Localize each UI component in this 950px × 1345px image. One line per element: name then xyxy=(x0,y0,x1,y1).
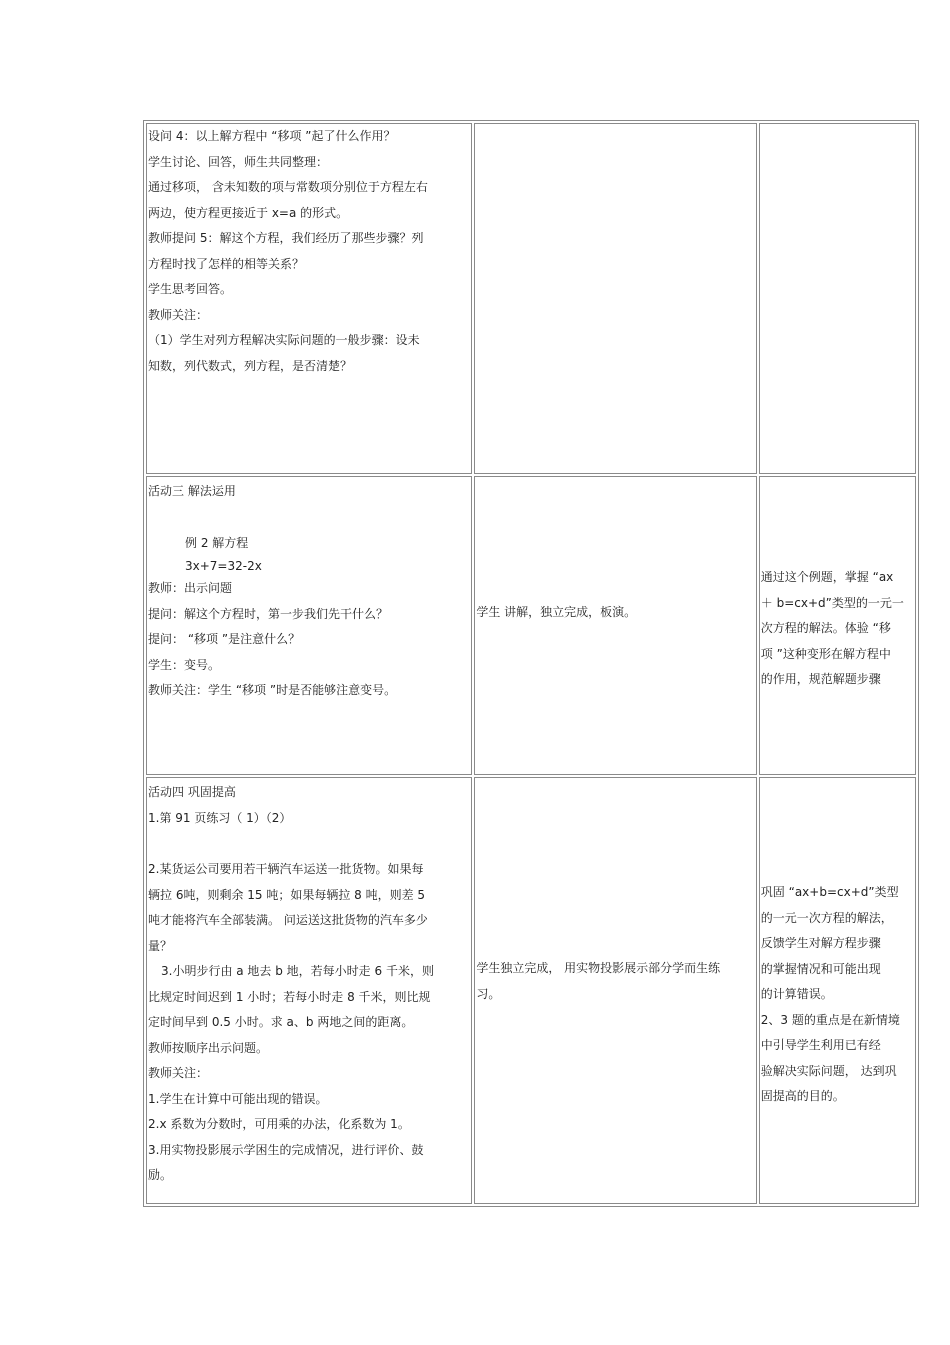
text-line: 2、3 题的重点是在新情境 xyxy=(760,1012,900,1027)
table-cell-process xyxy=(146,123,472,474)
text-line: 通过这个例题，掌握 “ax xyxy=(760,570,894,584)
text-line: 励。 xyxy=(148,1168,173,1182)
text-line: 比规定时间迟到 1 小时；若每小时走 8 千米，则比规 xyxy=(148,989,431,1004)
table-cell-process xyxy=(146,476,472,775)
text-line: 2.某货运公司要用若干辆汽车运送一批货物。如果每 xyxy=(148,862,424,876)
text-line: 教师按顺序出示问题。 xyxy=(148,1040,269,1055)
text-line: 中引导学生利用已有经 xyxy=(760,1038,881,1052)
text-line: 验解决实际问题， 达到巩 xyxy=(760,1063,897,1078)
text-line: 学生：变号。 xyxy=(148,657,221,672)
text-line: 2.x 系数为分数时，可用乘的办法，化系数为 1。 xyxy=(148,1117,410,1131)
table-cell-student-activity xyxy=(474,476,756,775)
text-line: 吨才能将汽车全部装满。 问运送这批货物的汽车多少 xyxy=(148,913,428,927)
table-cell-student-activity xyxy=(474,777,756,1204)
text-line: 提问： “移项 ”是注意什么？ xyxy=(148,632,301,646)
text-line: 教师提问 5：解这个方程，我们经历了那些步骤？列 xyxy=(148,231,424,245)
text-line: 辆拉 6吨，则剩余 15 吨；如果每辆拉 8 吨，则差 5 xyxy=(148,887,426,902)
text-line: 的掌握情况和可能出现 xyxy=(760,961,881,976)
text-line: 学生 讲解，独立完成，板演。 xyxy=(476,605,637,619)
lesson-plan-table xyxy=(143,120,919,1207)
activity-title: 活动三 解法运用 xyxy=(148,484,236,498)
text-line: 知数，列代数式，列方程，是否清楚？ xyxy=(148,358,353,373)
text-line: 巩固 “ax+b=cx+d”类型 xyxy=(760,885,899,899)
text-line: 3.用实物投影展示学困生的完成情况，进行评价、鼓 xyxy=(148,1142,424,1157)
text-line: ＋ b=cx+d”类型的一元一 xyxy=(760,595,904,610)
text-line: 反馈学生对解方程步骤 xyxy=(760,936,881,950)
text-line: 1.学生在计算中可能出现的错误。 xyxy=(148,1091,328,1106)
text-line: 通过移项， 含未知数的项与常数项分别位于方程左右 xyxy=(148,180,428,194)
text-line: （1）学生对列方程解决实际问题的一般步骤：设未 xyxy=(148,333,420,347)
text-line: 教师关注：学生 “移项 ”时是否能够注意变号。 xyxy=(148,683,397,697)
table-row xyxy=(146,476,916,775)
text-line: 学生思考回答。 xyxy=(148,282,233,296)
text-line: 教师关注： xyxy=(148,1066,209,1080)
text-line: 的计算错误。 xyxy=(760,987,833,1001)
text-line: 方程时找了怎样的相等关系？ xyxy=(148,256,305,271)
text-line: 1.第 91 页练习（ 1）（2） xyxy=(148,810,292,825)
text-line: 教师关注： xyxy=(148,307,209,322)
activity-title: 活动四 巩固提高 xyxy=(148,785,236,799)
text-line: 次方程的解法。体验 “移 xyxy=(760,621,891,635)
text-line: 定时间早到 0.5 小时。求 a、b 两地之间的距离。 xyxy=(148,1015,414,1029)
table-row xyxy=(146,123,916,474)
table-row xyxy=(146,777,916,1204)
text-line: 的作用，规范解题步骤 xyxy=(760,672,881,686)
text-line: 3.小明步行由 a 地去 b 地，若每小时走 6 千米，则 xyxy=(161,964,434,978)
text-line: 习。 xyxy=(476,986,501,1001)
text-line: 教师：出示问题 xyxy=(148,581,233,595)
text-line: 的一元一次方程的解法， xyxy=(760,910,893,925)
text-line: 项 ”这种变形在解方程中 xyxy=(760,646,891,661)
table-cell-design-intent xyxy=(759,123,916,474)
example-label: 例 2 解方程 xyxy=(185,535,249,550)
text-line: 提问：解这个方程时，第一步我们先干什么？ xyxy=(148,606,389,621)
text-line: 两边，使方程更接近于 x=a 的形式。 xyxy=(148,205,349,220)
text-line: 固提高的目的。 xyxy=(760,1089,845,1103)
text-line: 学生讨论、回答，师生共同整理： xyxy=(148,154,329,169)
text-line: 量？ xyxy=(148,938,173,953)
text-line: 设问 4：以上解方程中 “移项 ”起了什么作用？ xyxy=(148,129,396,143)
equation-text: 3x+7=32-2x xyxy=(185,559,262,573)
table-cell-design-intent xyxy=(759,777,916,1204)
table-cell-student-activity xyxy=(474,123,756,474)
table-cell-process xyxy=(146,777,472,1204)
table-cell-design-intent xyxy=(759,476,916,775)
text-line: 学生独立完成， 用实物投影展示部分学而生练 xyxy=(476,961,721,975)
